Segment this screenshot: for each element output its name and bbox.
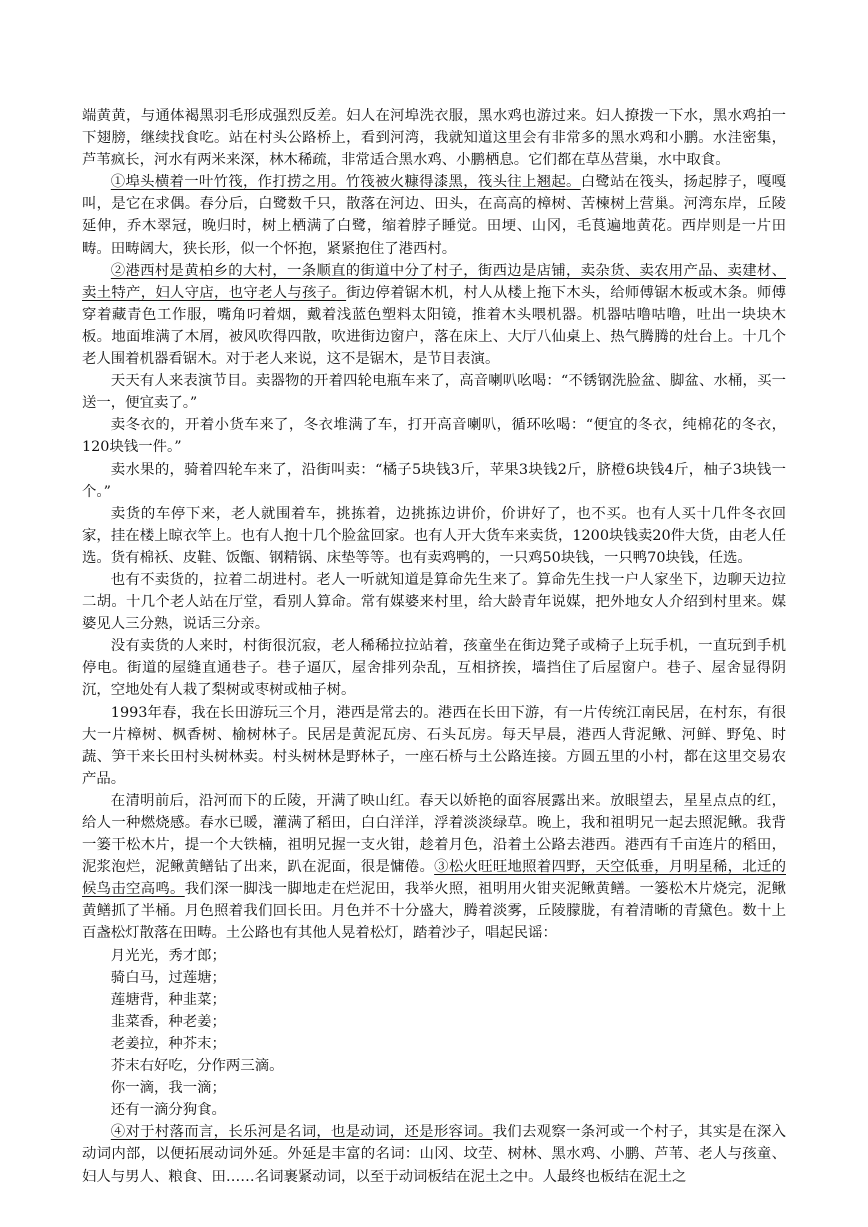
verse-line-8: 还有一滴分狗食。 — [110, 1102, 226, 1119]
paragraph-1 — [82, 171, 786, 259]
underlined-sentence: ①埠头横着一叶竹筏，作打捞之用。竹筏被火糠得漆黑，筏头往上翘起。 — [110, 174, 581, 191]
paragraph-text: 端黄黄，与通体褐黑羽毛形成强烈反差。妇人在河埠洗衣服，黑水鸡也游过来。妇人撩拨一下水，黑水鸡拍一下翅膀，继续找食吃。站在村头公路桥上，看到河湾，我就知道这里会有非常多的黑水鸡和小鹏。水洼密集，芦苇疯长，河水有两米来深，林木稀疏，非常适合黑水鸡、小鹏栖息。它们都在草丛营巢，水中取食。 — [82, 108, 786, 169]
paragraph-text: 天天有人来表演节目。卖器物的开着四轮电瓶车来了，高音喇叭吆喝：“不锈钢洗脸盆、脚盆、水桶，买一送一，便宜卖了。” — [82, 373, 786, 412]
verse-line-2: 骑白马，过莲塘； — [110, 969, 226, 986]
paragraph-8 — [82, 635, 786, 701]
underlined-sentence: ③松火旺旺地照着四野，天空低垂，月明星稀，北迁的候鸟击空高鸣。 — [82, 859, 786, 898]
paragraph-text: 卖冬衣的，开着小货车来了，冬衣堆满了车，打开高音喇叭，循环吆喝：“便宜的冬衣，纯棉花的冬衣，120块钱一件。” — [82, 417, 786, 456]
paragraph-3 — [82, 370, 786, 414]
paragraph-7 — [82, 569, 786, 635]
verse-line-5: 老姜拉，种芥末； — [110, 1035, 226, 1052]
verse-line-4: 韭菜香，种老姜； — [110, 1013, 226, 1030]
paragraph-text: 卖水果的，骑着四轮车来了，沿街叫卖：“橘子5块钱3斤，苹果3块钱2斤，脐橙6块钱4斤，柚子3块钱一个。” — [82, 461, 786, 500]
paragraph-10 — [82, 790, 786, 945]
paragraph-text: 白鹭站在筏头，扬起脖子，嘎嘎叫，是它在求偶。春分后，白鹭数千只，散落在河边、田头，在高高的樟树、苦楝树上营巢。河湾东岸，丘陵延伸，乔木翠冠，晚归时，树上栖满了白鹭，缩着脖子睡觉。田埂、山冈，毛茛遍地黄花。西岸则是一片田畴。田畴阔大，狭长形，似一个怀抱，紧紧抱住了港西村。 — [82, 174, 786, 257]
underlined-sentence: ④对于村落而言，长乐河是名词，也是动词，还是形容词。 — [110, 1124, 493, 1141]
paragraph-text: 在清明前后，沿河而下的丘陵，开满了映山红。春天以娇艳的面容展露出来。放眼望去，星星点点的红，给人一种燃烧感。春水已暖，灌满了稻田，白白洋洋，浮着淡淡绿草。晚上，我和祖明兄一起去照泥鳅。我背一篓干松木片，提一个大铁楠，祖明兄握一支火钳，趁着月色，沿着土公路去港西。港西有千亩连片的稻田，泥浆泡烂，泥鳅黄鳝钻了出来，趴在泥面，很是慵倦。 — [82, 792, 786, 876]
verse-line-7: 你一滴，我一滴； — [110, 1080, 226, 1097]
paragraph-text: 街边停着锯木机，村人从楼上拖下木头，给师傅锯木板或木条。师傅穿着藏青色工作服，嘴角叼着烟，戴着浅蓝色塑料太阳镜，推着木头喂机器。机器咕噜咕噜，吐出一块块木板。地面堆满了木屑，被风吹得四散，吹进街边窗户，落在床上、大厅八仙桌上、热气腾腾的灶台上。十几个老人围着机器看锯木。对于老人来说，这不是锯木，是节目表演。 — [82, 284, 786, 368]
paragraph-0 — [82, 105, 786, 171]
paragraph-11 — [82, 1121, 786, 1187]
verse-line-3: 莲塘背，种韭菜； — [110, 991, 226, 1008]
paragraph-text: 我们深一脚浅一脚地走在烂泥田，我举火照，祖明用火钳夹泥鳅黄鳝。一篓松木片烧完，泥鳅黄鳝抓了半桶。月色照着我们回长田。月色并不十分盛大，腾着淡雾，丘陵朦胧，有着清晰的青黛色。数十上百盏松灯散落在田畴。土公路也有其他人晃着松灯，踏着沙子，唱起民谣： — [82, 881, 786, 942]
paragraph-text: 我们去观察一条河或一个村子，其实是在深入动词内部，以便拓展动词外延。外延是丰富的名词：山冈、坟茔、树林、黑水鸡、小鹏、芦苇、老人与孩童、妇人与男人、粮食、田……名词裹紧动词，以至于动词板结在泥土之中。人最终也板结在泥土之 — [82, 1124, 786, 1185]
paragraph-5 — [82, 459, 786, 503]
folk-song — [82, 945, 786, 1122]
paragraph-2 — [82, 260, 786, 370]
paragraph-text: 1993年春，我在长田游玩三个月，港西是常去的。港西在长田下游，有一片传统江南民居，在村东，有很大一片樟树、枫香树、榆树林子。民居是黄泥瓦房、石头瓦房。每天早晨，港西人背泥鳅、河鲜、野兔、时蔬、笋干来长田村头树林卖。村头树林是野林子，一座石桥与土公路连接。方圆五里的小村，都在这里交易农产品。 — [82, 704, 786, 787]
verse-line-1: 月光光，秀才郎； — [110, 947, 226, 964]
paragraph-text: 卖货的车停下来，老人就围着车，挑拣着，边挑拣边讲价，价讲好了，也不买。也有人买十几件冬衣回家，挂在楼上晾衣竿上。也有人抱十几个脸盆回家。也有人开大货车来卖货，1200块钱卖20件大货，由老人任选。货有棉袄、皮鞋、饭甑、钢精锅、床垫等等。也有卖鸡鸭的，一只鸡50块钱，一只鸭70块钱，任选。 — [82, 505, 786, 566]
paragraph-text: 也有不卖货的，拉着二胡进村。老人一听就知道是算命先生来了。算命先生找一户人家坐下，边聊天边拉二胡。十几个老人站在厅堂，看别人算命。常有媒婆来村里，给大龄青年说媒，把外地女人介绍到村里来。媒婆见人三分熟，说话三分亲。 — [82, 571, 786, 633]
paragraph-9 — [82, 702, 786, 790]
underlined-sentence: ②港西村是黄柏乡的大村，一条顺直的街道中分了村子，街西边是店铺，卖杂货、卖农用产品、卖建材、卖土特产，妇人守店，也守老人与孩子。 — [82, 262, 786, 301]
paragraph-text: 没有卖货的人来时，村街很沉寂，老人稀稀拉拉站着，孩童坐在街边凳子或椅子上玩手机，一直玩到手机停电。街道的屋缝直通巷子。巷子逼仄，屋舍排列杂乱，互相挤挨，墙挡住了后屋窗户。巷子、屋舍显得阴沉，空地处有人栽了梨树或枣树或柚子树。 — [82, 638, 786, 699]
paragraph-4 — [82, 414, 786, 458]
verse-line-6: 芥末右好吃，分作两三滴。 — [110, 1058, 284, 1075]
paragraph-6 — [82, 503, 786, 569]
